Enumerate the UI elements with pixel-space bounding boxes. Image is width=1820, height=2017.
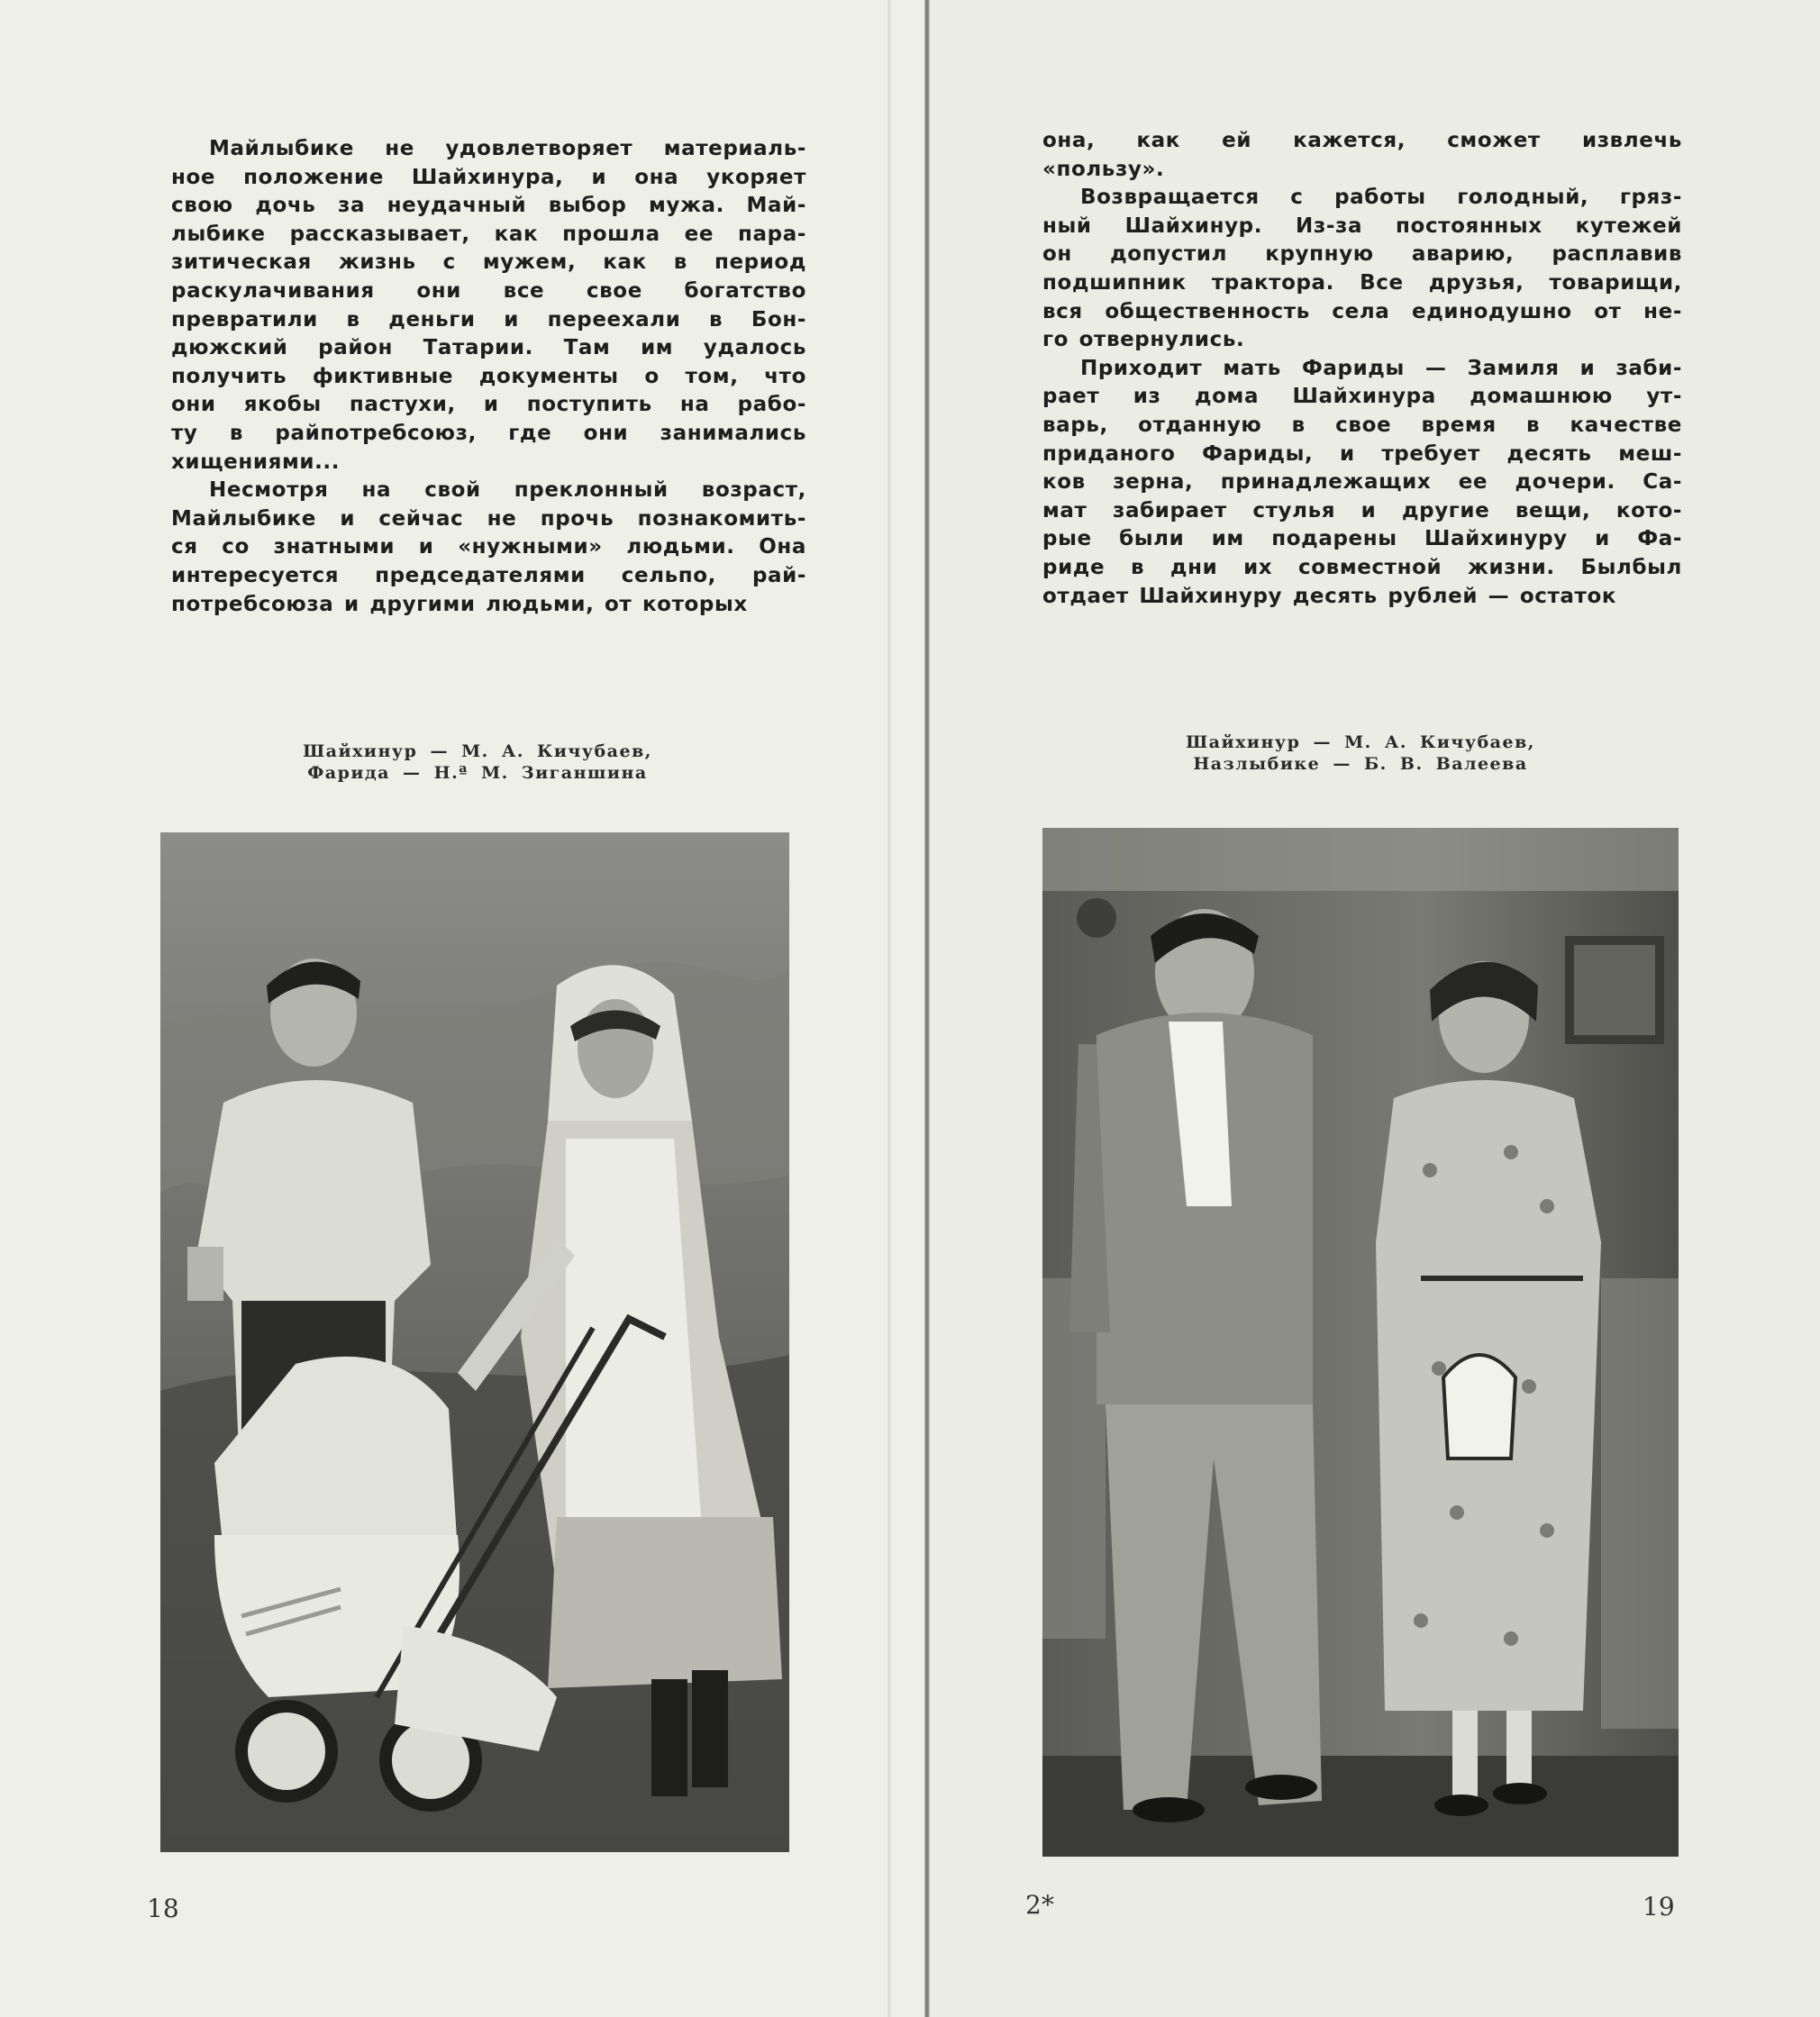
left-body-text xyxy=(171,135,806,619)
text-line: интересуется председателями сельпо, рай- xyxy=(171,563,806,587)
text-line: рает из дома Шайхинура домашнюю ут- xyxy=(1042,385,1682,409)
text-line: Майлыбике и сейчас не прочь познакомить- xyxy=(171,506,806,531)
right-photo-caption xyxy=(1149,731,1572,775)
text-line: они якобы пастухи, и поступить на рабо- xyxy=(171,393,806,417)
text-line: Возвращается с работы голодный, гряз- xyxy=(1080,186,1682,210)
left-stage-photo xyxy=(160,832,789,1852)
paragraph xyxy=(1042,127,1682,184)
text-line: рые были им подарены Шайхинуру и Фа- xyxy=(1042,527,1682,551)
text-line: ков зерна, принадлежащих ее дочери. Са- xyxy=(1042,470,1682,495)
right-photo-illustration xyxy=(1042,828,1679,1857)
text-line: дюжский район Татарии. Там им удалось xyxy=(171,336,806,360)
text-line: лыбике рассказывает, как прошла ее пара- xyxy=(171,222,806,246)
text-line: Приходит мать Фариды — Замиля и заби- xyxy=(1080,356,1682,380)
page-number-right: 19 xyxy=(1643,1892,1675,1922)
text-line: она, как ей кажется, сможет извлечь xyxy=(1042,129,1682,152)
paragraph xyxy=(1042,184,1682,355)
text-line: Несмотря на свой преклонный возраст, xyxy=(209,478,806,503)
text-line: подшипник трактора. Все друзья, товарищи, xyxy=(1042,270,1682,295)
text-line: он допустил крупную аварию, расплавив xyxy=(1042,242,1682,267)
text-line: хищениями... xyxy=(171,450,341,474)
text-line: ту в райпотребсоюз, где они занимались xyxy=(171,421,806,445)
text-line: потребсоюза и другими людьми, от которых xyxy=(171,592,748,616)
caption-line: Фарида — Н.ª М. Зиганшина xyxy=(307,763,648,783)
text-line: варь, отданную в свое время в качестве xyxy=(1042,413,1682,437)
left-photo-illustration xyxy=(160,832,789,1852)
text-line: раскулачивания они все свое богатство xyxy=(171,278,806,303)
caption-line: Шайхинур — М. А. Кичубаев, xyxy=(303,741,652,761)
binding-gutter xyxy=(924,0,930,2017)
right-body-text xyxy=(1042,127,1682,611)
text-line: мат забирает стулья и другие вещи, кото- xyxy=(1042,498,1682,522)
text-line: го отвернулись. xyxy=(1042,328,1245,352)
text-line: приданого Фариды, и требует десять меш- xyxy=(1042,441,1682,466)
paragraph xyxy=(1042,355,1682,611)
text-line: отдает Шайхинуру десять рублей — остаток xyxy=(1042,584,1617,608)
text-line: зитическая жизнь с мужем, как в период xyxy=(171,250,806,275)
page-fold-shadow xyxy=(887,0,891,2017)
signature-mark: 2* xyxy=(1025,1890,1054,1920)
text-line: ное положение Шайхинура, и она укоряет xyxy=(171,165,806,189)
text-line: ся со знатными и «нужными» людьми. Она xyxy=(171,535,806,559)
caption-line: Шайхинур — М. А. Кичубаев, xyxy=(1186,732,1535,752)
page-number-left: 18 xyxy=(147,1894,179,1923)
paragraph xyxy=(171,477,806,619)
paragraph xyxy=(171,135,806,477)
text-line: Майлыбике не удовлетворяет материаль- xyxy=(209,137,806,160)
text-line: получить фиктивные документы о том, что xyxy=(171,364,806,388)
text-line: ный Шайхинур. Из-за постоянных кутежей xyxy=(1042,214,1682,238)
text-line: свою дочь за неудачный выбор мужа. Май- xyxy=(171,194,806,218)
text-line: вся общественность села единодушно от не- xyxy=(1042,299,1682,323)
right-stage-photo xyxy=(1042,828,1679,1857)
caption-line: Назлыбике — Б. В. Валеева xyxy=(1193,754,1528,774)
text-line: превратили в деньги и переехали в Бон- xyxy=(171,307,806,332)
text-line: «пользу». xyxy=(1042,157,1165,181)
text-line: риде в дни их совместной жизни. Былбыл xyxy=(1042,555,1682,579)
left-photo-caption xyxy=(270,740,685,784)
